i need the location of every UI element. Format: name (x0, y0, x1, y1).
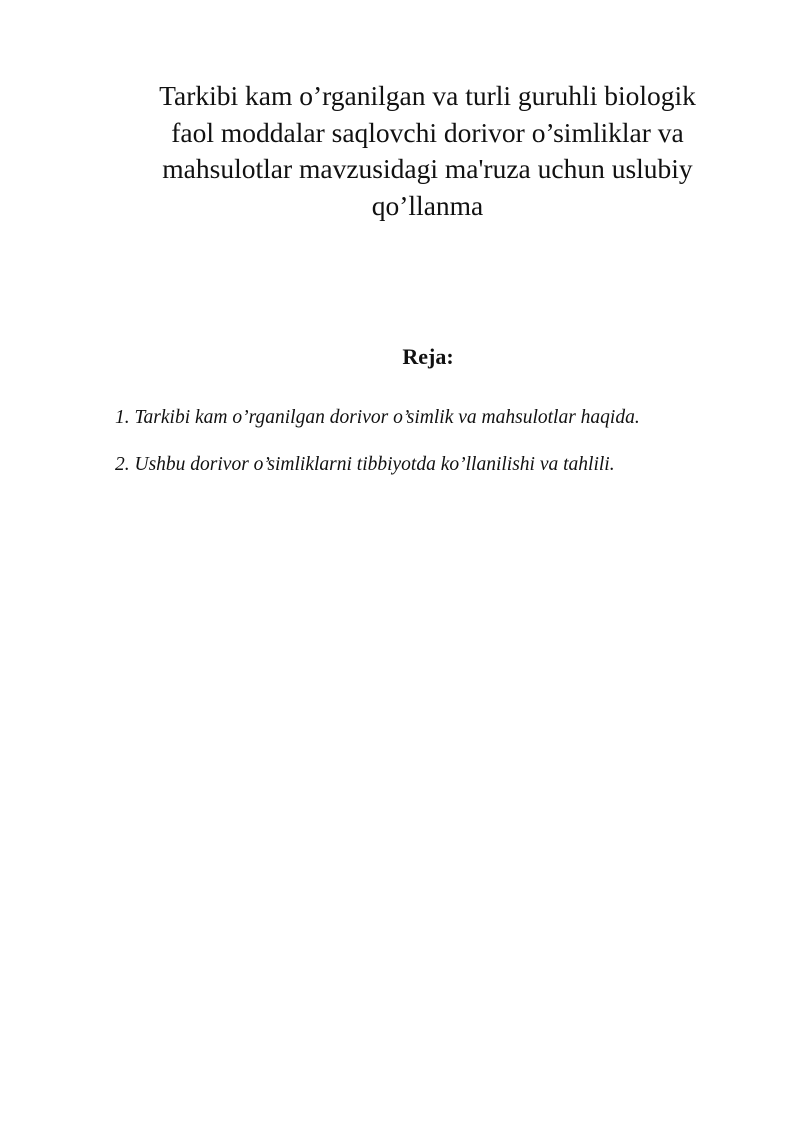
document-title (120, 78, 735, 224)
title-line: mahsulotlar mavzusidagi ma'ruza uchun uslubiy (162, 153, 693, 184)
title-line: faol moddalar saqlovchi dorivor o’simliklar va (171, 116, 684, 148)
title-line: Tarkibi kam o’rganilgan va turli guruhli biologik (159, 80, 696, 111)
plan-item: 2. Ushbu dorivor o’simliklarni tibbiyotda ko’llanilishi va tahlili. (115, 454, 615, 475)
plan-item: 1. Tarkibi kam o’rganilgan dorivor o’simlik va mahsulotlar haqida. (115, 407, 640, 428)
title-line: qo’llanma (371, 189, 484, 221)
plan-heading: Reja: (402, 344, 454, 369)
plan-list (115, 405, 640, 499)
